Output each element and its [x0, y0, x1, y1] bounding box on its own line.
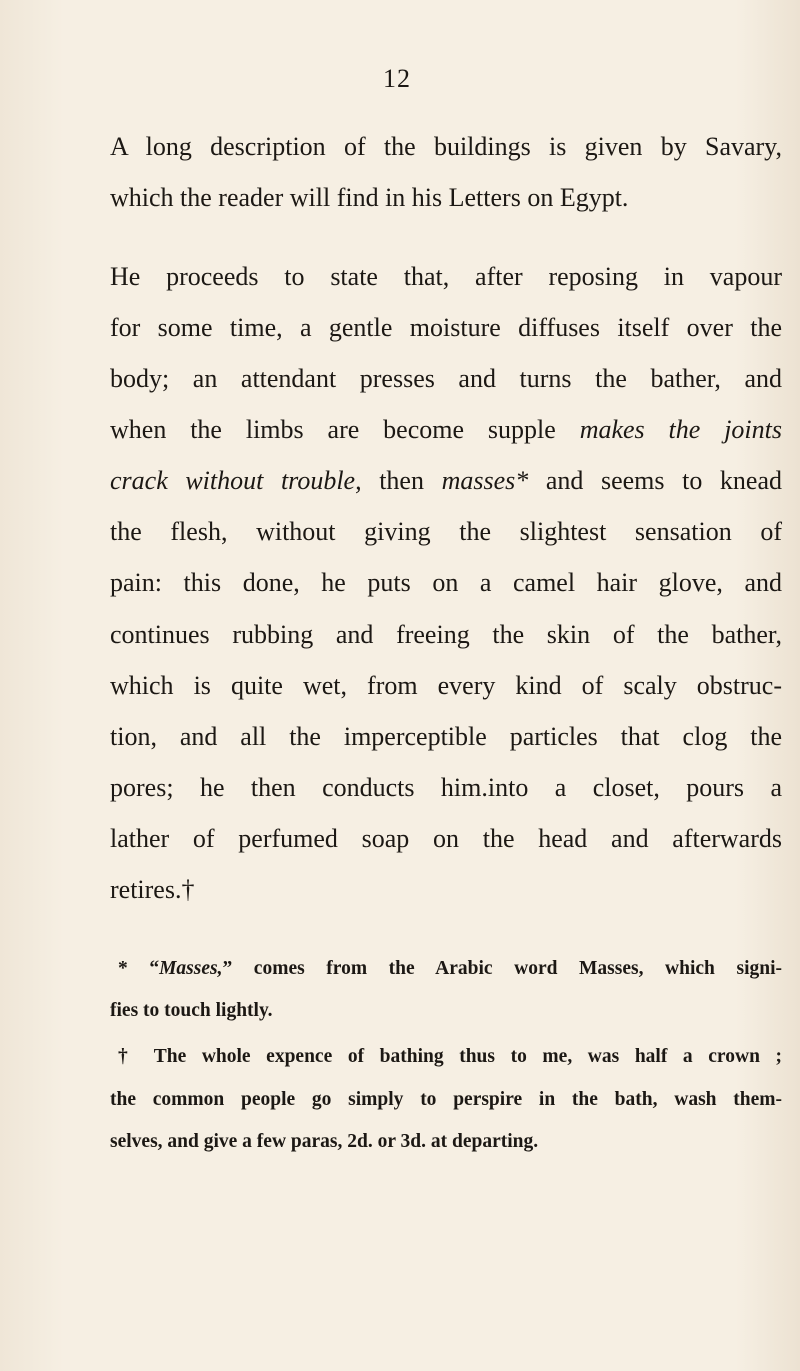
- body-line: [110, 313, 782, 343]
- italic-text: Masses,: [159, 958, 223, 979]
- line-text: A long description of the buildings is given by Savary,: [110, 132, 782, 161]
- line-text: lather of perfumed soap on the head and afterwards: [110, 824, 782, 853]
- line-text: continues rubbing and freeing the skin of the bather,: [110, 620, 782, 649]
- line-text: He proceeds to state that, after reposing in vapour: [110, 262, 782, 291]
- line-text: when the limbs are become supple: [110, 415, 580, 444]
- footnotes-line: [110, 999, 273, 1023]
- line-text: pores; he then conducts him.into a closet, pours a: [110, 773, 782, 802]
- line-text: ” comes from the Arabic word Masses, which signi-: [222, 958, 782, 979]
- body-line: [110, 262, 782, 292]
- line-text: tion, and all the imperceptible particles that clog the: [110, 722, 782, 751]
- body-line: [110, 415, 782, 445]
- body-line: [110, 671, 782, 701]
- body-line: [110, 132, 782, 162]
- italic-text: makes the joints: [579, 415, 782, 444]
- line-text: then: [361, 466, 442, 495]
- page-number: 12: [383, 64, 411, 93]
- line-text: which the reader will find in his Letters on Egypt.: [110, 183, 629, 212]
- line-text: fies to touch lightly.: [110, 1000, 273, 1021]
- footnotes-line: [118, 1045, 782, 1069]
- line-text: and seems to knead: [528, 466, 783, 495]
- body-line: [110, 620, 782, 650]
- body-line: [110, 773, 782, 803]
- body-line: [110, 824, 782, 854]
- italic-text: crack without trouble,: [110, 466, 362, 495]
- line-text: † The whole expence of bathing thus to me, was half a crown ;: [118, 1046, 782, 1067]
- body-line: [110, 466, 782, 496]
- line-text: body; an attendant presses and turns the bather, and: [110, 364, 782, 393]
- line-text: pain: this done, he puts on a camel hair glove, and: [110, 568, 782, 597]
- italic-text: masses*: [441, 466, 529, 495]
- body-line: [110, 183, 628, 213]
- line-text: the common people go simply to perspire in the bath, wash them-: [110, 1089, 782, 1110]
- body-line: [110, 722, 782, 752]
- line-text: * “: [118, 958, 160, 979]
- footnotes-line: [118, 957, 782, 981]
- line-text: retires.†: [110, 875, 195, 904]
- line-text: for some time, a gentle moisture diffuses itself over the: [110, 313, 782, 342]
- line-text: which is quite wet, from every kind of scaly obstruc-: [110, 671, 782, 700]
- body-line: [110, 568, 782, 598]
- footnotes-line: [110, 1088, 782, 1112]
- footnotes-line: [110, 1130, 538, 1154]
- line-text: the flesh, without giving the slightest sensation of: [110, 517, 782, 546]
- body-line: [110, 517, 782, 547]
- body-line: [110, 875, 194, 905]
- line-text: selves, and give a few paras, 2d. or 3d. at departing.: [110, 1131, 539, 1152]
- body-line: [110, 364, 782, 394]
